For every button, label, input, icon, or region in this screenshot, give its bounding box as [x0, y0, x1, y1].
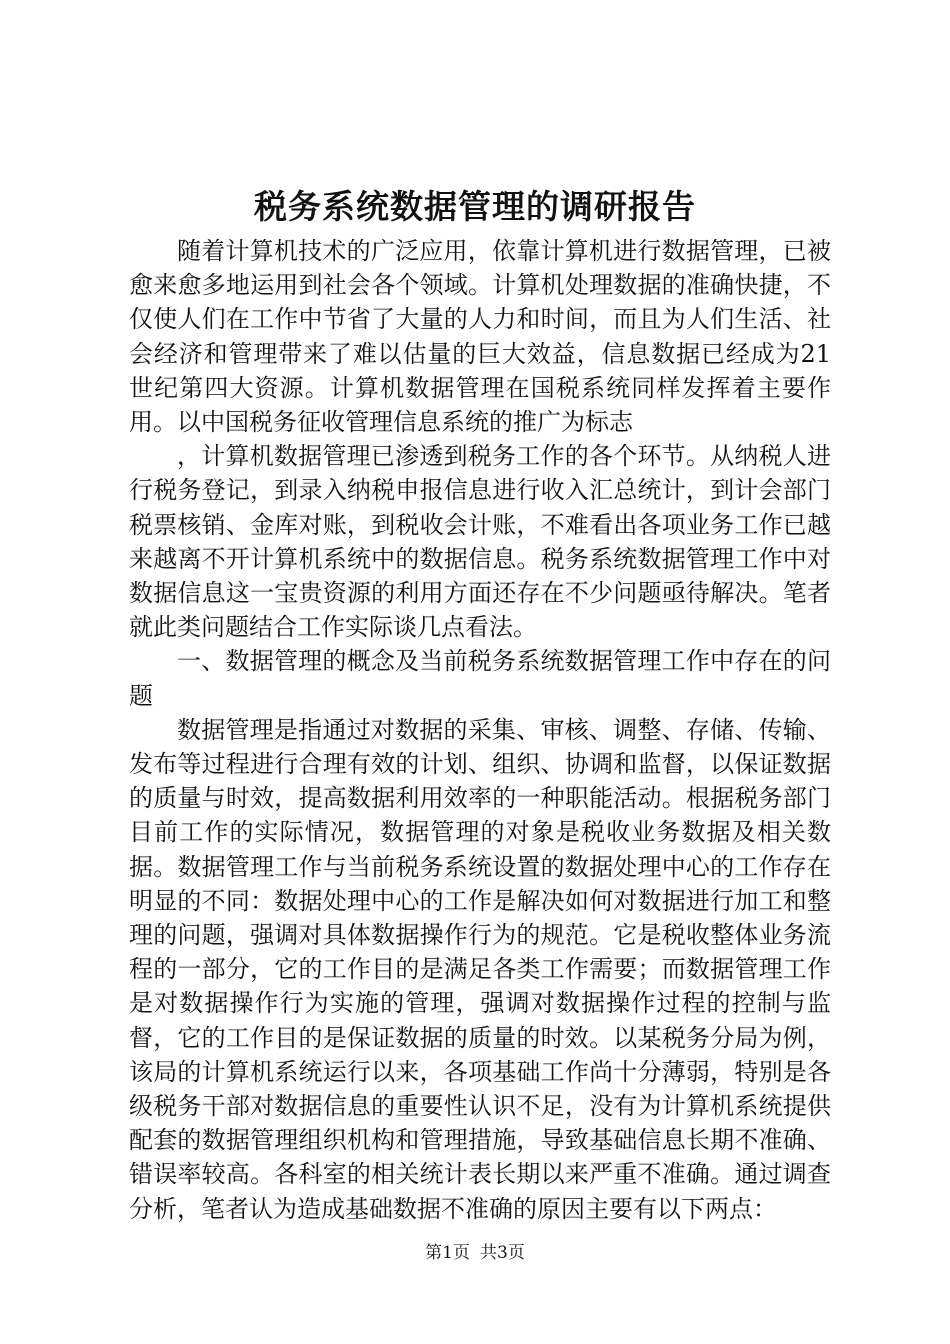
paragraph: ，计算机数据管理已渗透到税务工作的各个环节。从纳税人进行税务登记，到录入纳税申报信息进行收入汇总统计，到计会部门税票核销、金库对账，到税收会计账，不难看出各项业务工作已越来越离不开计算机系统中的数据信息。税务系统数据管理工作中对数据信息这一宝贵资源的利用方面还存在不少问题亟待解决。笔者就此类问题结合工作实际谈几点看法。 — [129, 442, 831, 642]
page-number: 第1页 — [425, 1243, 470, 1263]
document-title: 税务系统数据管理的调研报告 — [254, 187, 696, 226]
section-heading: 一、数据管理的概念及当前税务系统数据管理工作中存在的问题 — [129, 647, 831, 710]
document-body — [129, 234, 831, 1226]
paragraph: 随着计算机技术的广泛应用，依靠计算机进行数据管理，已被愈来愈多地运用到社会各个领域。计算机处理数据的准确快捷，不仅使人们在工作中节省了大量的人力和时间，而且为人们生活、社会经济和管理带来了难以估量的巨大效益，信息数据已经成为21世纪第四大资源。计算机数据管理在国税系统同样发挥着主要作用。以中国税务征收管理信息系统的推广为标志 — [129, 237, 831, 437]
page-total: 共3页 — [480, 1243, 525, 1263]
paragraph: 数据管理是指通过对数据的采集、审核、调整、存储、传输、发布等过程进行合理有效的计划、组织、协调和监督，以保证数据的质量与时效，提高数据利用效率的一种职能活动。根据税务部门目前工作的实际情况，数据管理的对象是税收业务数据及相关数据。数据管理工作与当前税务系统设置的数据处理中心的工作存在明显的不同：数据处理中心的工作是解决如何对数据进行加工和整理的问题，强调对具体数据操作行为的规范。它是税收整体业务流程的一部分，它的工作目的是满足各类工作需要；而数据管理工作是对数据操作行为实施的管理，强调对数据操作过程的控制与监督，它的工作目的是保证数据的质量的时效。以某税务分局为例，该局的计算机系统运行以来，各项基础工作尚十分薄弱，特别是各级税务干部对数据信息的重要性认识不足，没有为计算机系统提供配套的数据管理组织机构和管理措施，导致基础信息长期不准确、错误率较高。各科室的相关统计表长期以来严重不准确。通过调查分析，笔者认为造成基础数据不准确的原因主要有以下两点： — [129, 715, 831, 1223]
page-footer — [0, 1241, 950, 1265]
